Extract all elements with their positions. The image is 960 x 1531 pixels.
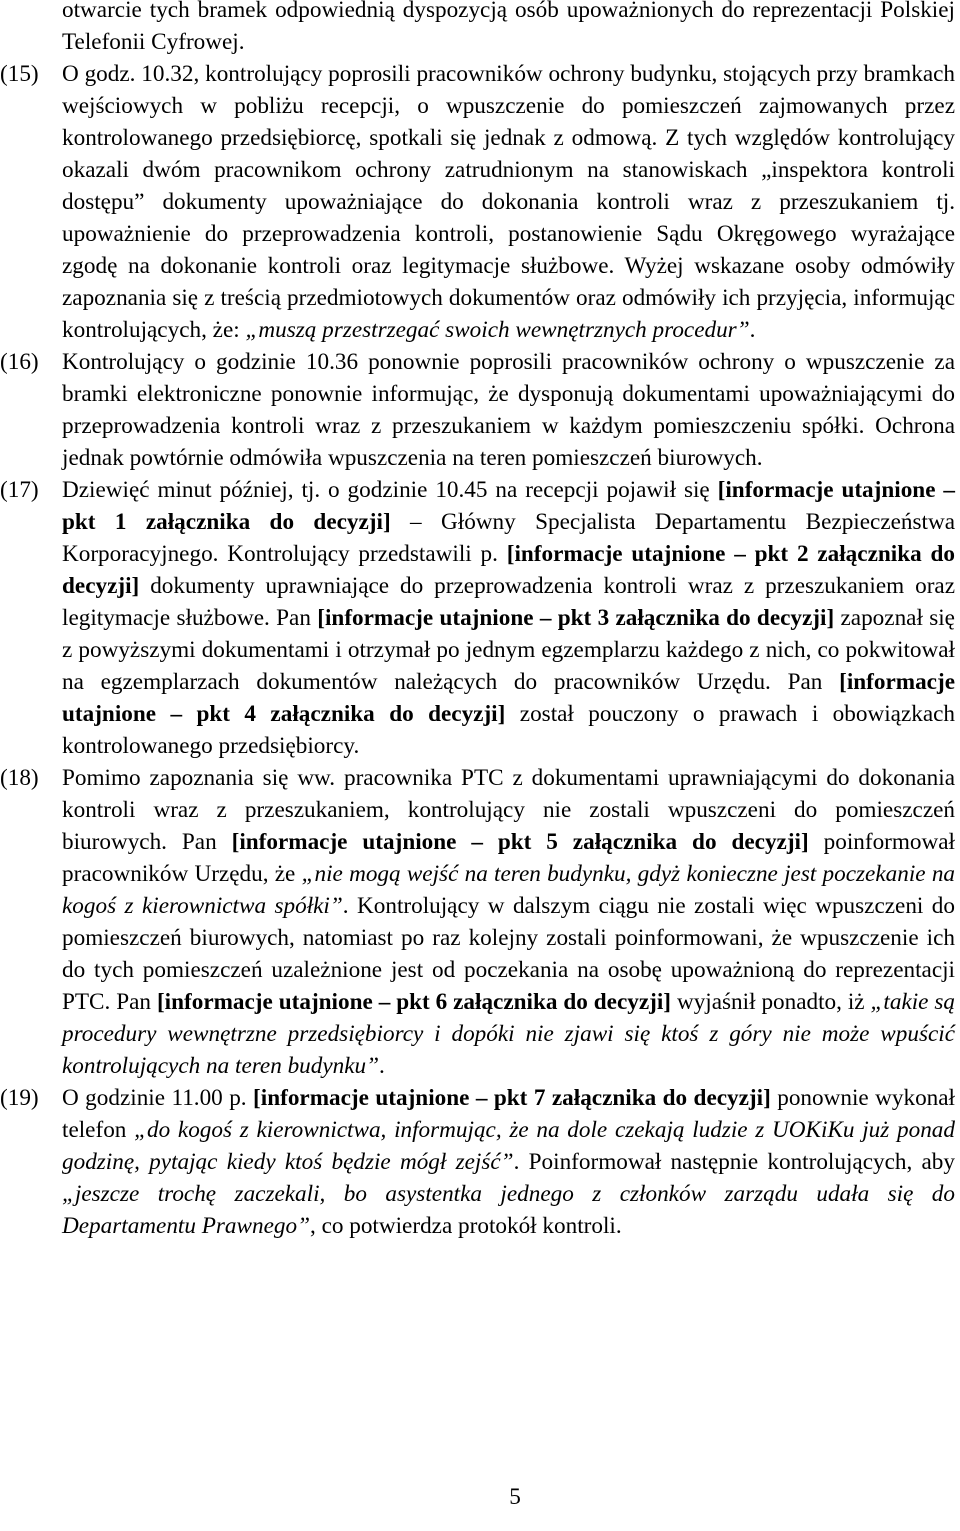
paragraph-text: , co potwierdza protokół kontroli. (309, 1213, 622, 1239)
redacted-info: [informacje utajnione – pkt 6 załącznika do decyzji] (156, 989, 672, 1015)
paragraph-18 (0, 762, 955, 1082)
redacted-info: [informacje utajnione – pkt 4 załącznika do decyzji] (62, 669, 955, 727)
paragraph-text: poinformował pracowników Urzędu, że (62, 829, 956, 887)
paragraph-number: (19) (0, 1085, 39, 1111)
paragraph-text: zapoznał się z powyższymi dokumentami i otrzymał po jednym egzemplarzu każdego z nich, co pokwitował na egzemplarzach dokumentów należących do pracowników Urzędu. Pan (62, 605, 955, 695)
redacted-info: [informacje utajnione – pkt 5 załącznika do decyzji] (231, 829, 809, 855)
paragraph-text: ponownie wykonał telefon (62, 1085, 955, 1143)
paragraph-text: . (379, 1053, 385, 1079)
paragraph-number: (17) (0, 477, 39, 503)
paragraph-text: . (749, 317, 756, 343)
paragraph-text: wyjaśnił ponadto, iż (671, 989, 871, 1015)
redacted-info: [informacje utajnione – pkt 2 załącznika do decyzji] (62, 541, 955, 599)
quoted-text: „jeszcze trochę zaczekali, bo asystentka jednego z członków zarządu udała się do Departamentu Prawnego” (62, 1181, 955, 1239)
paragraph-number: (15) (0, 61, 39, 87)
paragraph-text: Dziewięć minut później, tj. o godzinie 10.45 na recepcji pojawił się (62, 477, 718, 503)
paragraph-text: otwarcie tych bramek odpowiednią dyspozycją osób upoważnionych do reprezentacji Polskiej Telefonii Cyfrowej. (62, 0, 955, 55)
paragraph-text: został pouczony o prawach i obowiązkach kontrolowanego przedsiębiorcy. (62, 701, 956, 759)
paragraph-number: (18) (0, 765, 39, 791)
quoted-text: „nie mogą wejść na teren budynku, gdyż konieczne jest poczekanie na kogoś z kierownictwa spółki” (62, 861, 956, 919)
page-number: 5 (509, 1484, 521, 1510)
paragraph-15 (0, 58, 955, 346)
paragraph-text: . Poinformował następnie kontrolujących, aby (513, 1149, 955, 1175)
quoted-text: „muszą przestrzegać swoich wewnętrznych procedur” (245, 317, 750, 343)
paragraph-text: – Główny Specjalista Departamentu Bezpieczeństwa Korporacyjnego. Kontrolujący przedstawili p. (62, 509, 955, 567)
paragraph-number: (16) (0, 349, 39, 375)
paragraph-16 (0, 346, 955, 474)
paragraph-text: O godzinie 11.00 p. (62, 1085, 254, 1111)
paragraph-19 (0, 1082, 955, 1242)
redacted-info: [informacje utajnione – pkt 7 załącznika do decyzji] (253, 1085, 771, 1111)
paragraph-text: . Kontrolujący w dalszym ciągu nie zostali więc wpuszczeni do pomieszczeń biurowych, natomiast po raz kolejny zostali poinformowani, że wpuszczenie ich do tych pomieszczeń uzależnione jest od poczekania na osobę upoważnioną do reprezentacji PTC. Pan (62, 893, 955, 1015)
redacted-info: [informacje utajnione – pkt 3 załącznika do decyzji] (317, 605, 835, 631)
paragraph-text: dokumenty uprawniające do przeprowadzenia kontroli wraz z przeszukaniem oraz legitymacje służbowe. Pan (62, 573, 955, 631)
paragraph-text: Kontrolujący o godzinie 10.36 ponownie poprosili pracowników ochrony o wpuszczenie za bramki elektroniczne ponownie informując, że dysponują dokumentami upoważniającymi do przeprowadzenia kontroli wraz z przeszukaniem w każdym pomieszczeniu spółki. Ochrona jednak powtórnie odmówiła wpuszczenia na teren pomieszczeń biurowych. (62, 349, 955, 471)
quoted-text: „do kogoś z kierownictwa, informując, że na dole czekają ludzie z UOKiKu już ponad godzinę, pytając kiedy ktoś będzie mógł zejść” (62, 1117, 955, 1175)
paragraph-text: Pomimo zapoznania się ww. pracownika PTC z dokumentami uprawniającymi do dokonania kontroli wraz z przeszukaniem, kontrolujący nie zostali wpuszczeni do pomieszczeń biurowych. Pan (62, 765, 955, 855)
paragraph-text: O godz. 10.32, kontrolujący poprosili pracowników ochrony budynku, stojących przy bramkach wejściowych w pobliżu recepcji, o wpuszczenie do pomieszczeń zajmowanych przez kontrolowanego przedsiębiorcę, spotkali się jednak z odmową. Z tych względów kontrolujący okazali dwóm pracownikom ochrony zatrudnionym na stanowiskach „inspektora kontroli dostępu” dokumenty upoważniające do dokonania kontroli wraz z przeszukaniem tj. upoważnienie do przeprowadzenia kontroli, postanowienie Sądu Okręgowego wyrażające zgodę na dokonanie kontroli oraz legitymacje służbowe. Wyżej wskazane osoby odmówiły zapoznania się z treścią przedmiotowych dokumentów oraz odmówiły ich przyjęcia, informując kontrolujących, że: (62, 61, 955, 343)
redacted-info: [informacje utajnione – pkt 1 załącznika do decyzji] (62, 477, 956, 535)
quoted-text: „takie są procedury wewnętrzne przedsiębiorcy i dopóki nie zjawi się ktoś z góry nie może wpuścić kontrolujących na teren budynku” (62, 989, 956, 1079)
paragraph-17 (0, 474, 955, 762)
paragraph-continuation (0, 0, 955, 58)
